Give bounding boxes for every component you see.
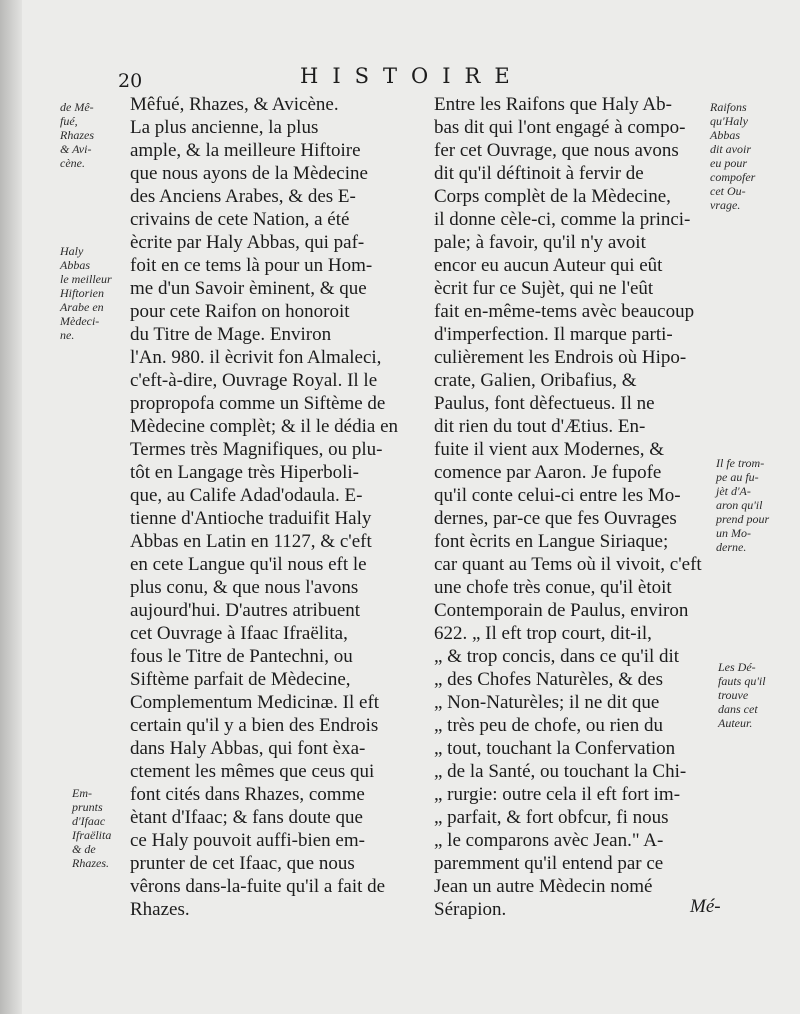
text-line: aujourd'hui. D'autres atribuent xyxy=(130,600,361,621)
margin-note-line: compofer xyxy=(710,170,756,184)
text-line: „ de la Santé, ou touchant la Chi- xyxy=(434,761,687,782)
text-line: font cités dans Rhazes, comme xyxy=(130,784,365,805)
margin-note-line: pe au fu- xyxy=(716,470,759,484)
text-line: en cete Langue qu'il nous eft le xyxy=(130,554,367,575)
text-line: „ parfait, & fort obfcur, fi nous xyxy=(434,807,669,828)
margin-note-haly-abbas xyxy=(60,244,112,342)
text-line: Rhazes. xyxy=(130,899,190,920)
text-line: me d'un Savoir èminent, & que xyxy=(130,278,367,299)
text-line: dit rien du tout d'Ætius. En- xyxy=(434,416,646,437)
text-line: ce Haly pouvoit auffi-bien em- xyxy=(130,830,365,851)
text-line: „ le comparons avèc Jean." A- xyxy=(434,830,664,851)
text-line: Siftème parfait de Mèdecine, xyxy=(130,669,351,690)
text-line: „ tout, touchant la Confervation xyxy=(434,738,676,759)
text-line: Corps complèt de la Mèdecine, xyxy=(434,186,671,207)
text-line: La plus ancienne, la plus xyxy=(130,117,319,138)
margin-note-line: trouve xyxy=(718,688,749,702)
binding-shadow xyxy=(0,0,22,1014)
margin-note-line: & Avi- xyxy=(60,142,92,156)
text-line: font ècrits en Langue Siriaque; xyxy=(434,531,669,552)
margin-note-line: de Mê- xyxy=(60,100,94,114)
text-line: „ rurgie: outre cela il eft fort im- xyxy=(434,784,681,805)
margin-note-line: eu pour xyxy=(710,156,747,170)
text-line: propropofa comme un Siftème de xyxy=(130,393,386,414)
text-column-right xyxy=(434,93,722,921)
text-line: prunter de cet Ifaac, que nous xyxy=(130,853,355,874)
margin-note-line: Haly xyxy=(60,244,84,258)
text-line: fait en-même-tems avèc beaucoup xyxy=(434,301,695,322)
margin-note-line: Raifons xyxy=(710,100,747,114)
text-line: des Anciens Arabes, & des E- xyxy=(130,186,356,207)
text-line: Termes très Magnifiques, ou plu- xyxy=(130,439,383,460)
catchword: Mé- xyxy=(690,896,721,917)
text-line: il donne cèle-ci, comme la princi- xyxy=(434,209,691,230)
margin-note-line: ne. xyxy=(60,328,75,342)
text-line: „ très peu de chofe, ou rien du xyxy=(434,715,663,736)
text-line: Contemporain de Paulus, environ xyxy=(434,600,689,621)
margin-note-line: aron qu'il xyxy=(716,498,763,512)
margin-note-line: cet Ou- xyxy=(710,184,746,198)
text-line: plus conu, & que nous l'avons xyxy=(130,577,359,598)
margin-note-raisons xyxy=(710,100,755,212)
margin-note-emprunts xyxy=(72,786,111,870)
margin-note-line: Abbas xyxy=(710,128,740,142)
margin-note-line: fué, xyxy=(60,114,78,128)
text-line: Mèdecine complèt; & il le dédia en xyxy=(130,416,399,437)
margin-note-line: Auteur. xyxy=(718,716,753,730)
margin-note-line: Rhazes xyxy=(60,128,94,142)
margin-note-line: Em- xyxy=(72,786,92,800)
margin-note-line: qu'Haly xyxy=(710,114,748,128)
text-line: tienne d'Antioche traduifit Haly xyxy=(130,508,372,529)
text-line: Paulus, font dèfectueus. Il ne xyxy=(434,393,655,414)
text-line: fous le Titre de Pantechni, ou xyxy=(130,646,353,667)
text-line: du Titre de Mage. Environ xyxy=(130,324,332,345)
text-line: d'imperfection. Il marque parti- xyxy=(434,324,673,345)
text-line: cet Ouvrage à Ifaac Ifraëlita, xyxy=(130,623,348,644)
margin-note-line: fauts qu'il xyxy=(718,674,766,688)
text-line: fer cet Ouvrage, que nous avons xyxy=(434,140,679,161)
margin-note-line: Hiftorien xyxy=(60,286,104,300)
text-line: qu'il conte celui-ci entre les Mo- xyxy=(434,485,681,506)
text-line: „ Non-Naturèles; il ne dit que xyxy=(434,692,660,713)
text-line: pour cete Raifon on honoroit xyxy=(130,301,350,322)
text-line: Mêfué, Rhazes, & Avicène. xyxy=(130,94,339,115)
text-line: „ & trop concis, dans ce qu'il dit xyxy=(434,646,680,667)
text-line: foit en ce tems là pour un Hom- xyxy=(130,255,373,276)
margin-note-line: derne. xyxy=(716,540,747,554)
margin-note-line: dans cet xyxy=(718,702,758,716)
margin-note-line: cène. xyxy=(60,156,85,170)
text-line: tôt en Langage très Hiperboli- xyxy=(130,462,359,483)
text-line: crate, Galien, Oribafius, & xyxy=(434,370,637,391)
margin-note-il-se-trompe xyxy=(716,456,769,554)
margin-note-line: Il fe trom- xyxy=(716,456,765,470)
margin-note-mesue xyxy=(60,100,94,170)
text-line: certain qu'il y a bien des Endrois xyxy=(130,715,379,736)
text-column-left xyxy=(130,93,418,921)
text-line: dernes, par-ce que fes Ouvrages xyxy=(434,508,677,529)
margin-note-line: jèt d'A- xyxy=(716,484,751,498)
margin-note-line: le meilleur xyxy=(60,272,112,286)
text-line: Sérapion. xyxy=(434,899,507,920)
text-line: culièrement les Endrois où Hipo- xyxy=(434,347,687,368)
margin-note-line: Arabe en xyxy=(60,300,104,314)
margin-note-line: Les Dé- xyxy=(718,660,756,674)
text-line: Complementum Medicinæ. Il eft xyxy=(130,692,380,713)
margin-note-line: prend pour xyxy=(716,512,770,526)
margin-note-line: un Mo- xyxy=(716,526,751,540)
text-line: Jean un autre Mèdecin nomé xyxy=(434,876,653,897)
margin-note-line: prunts xyxy=(72,800,103,814)
text-line: Entre les Raifons que Haly Ab- xyxy=(434,94,672,115)
margin-note-line: Ifraëlita xyxy=(72,828,112,842)
text-line: fuite il vient aux Modernes, & xyxy=(434,439,665,460)
text-line: c'eft-à-dire, Ouvrage Royal. Il le xyxy=(130,370,378,391)
margin-note-line: vrage. xyxy=(710,198,741,212)
margin-note-line: Rhazes. xyxy=(72,856,109,870)
text-line: car quant au Tems où il vivoit, c'eft xyxy=(434,554,702,575)
page-number: 20 xyxy=(118,70,143,92)
text-line: 622. „ Il eft trop court, dit-il, xyxy=(434,623,652,644)
margin-note-line: dit avoir xyxy=(710,142,751,156)
text-line: que, au Calife Adad'odaula. E- xyxy=(130,485,363,506)
text-line: une chofe très conue, qu'il ètoit xyxy=(434,577,672,598)
text-line: encor eu aucun Auteur qui eût xyxy=(434,255,663,276)
text-line: „ des Chofes Naturèles, & des xyxy=(434,669,663,690)
text-line: l'An. 980. il ècrivit fon Almaleci, xyxy=(130,347,382,368)
text-line: ample, & la meilleure Hiftoire xyxy=(130,140,361,161)
text-line: comence par Aaron. Je fupofe xyxy=(434,462,662,483)
margin-note-line: Mèdeci- xyxy=(60,314,100,328)
text-line: ècrit fur ce Sujèt, qui ne l'eût xyxy=(434,278,654,299)
text-line: dit qu'il déftinoit à fervir de xyxy=(434,163,644,184)
text-line: ètant d'Ifaac; & fans doute que xyxy=(130,807,363,828)
text-line: ècrite par Haly Abbas, qui paf- xyxy=(130,232,365,253)
text-line: paremment qu'il entend par ce xyxy=(434,853,664,874)
text-line: pale; à favoir, qu'il n'y avoit xyxy=(434,232,646,253)
text-line: bas dit qui l'ont engagé à compo- xyxy=(434,117,686,138)
margin-note-line: d'Ifaac xyxy=(72,814,106,828)
margin-note-line: Abbas xyxy=(60,258,90,272)
text-line: crivains de cete Nation, a été xyxy=(130,209,350,230)
margin-note-line: & de xyxy=(72,842,96,856)
running-title: HISTOIRE xyxy=(300,64,524,88)
text-line: vêrons dans-la-fuite qu'il a fait de xyxy=(130,876,386,897)
margin-note-defauts xyxy=(718,660,766,730)
text-line: ctement les mêmes que ceus qui xyxy=(130,761,375,782)
text-line: dans Haly Abbas, qui font èxa- xyxy=(130,738,366,759)
text-line: que nous ayons de la Mèdecine xyxy=(130,163,368,184)
text-line: Abbas en Latin en 1127, & c'eft xyxy=(130,531,372,552)
